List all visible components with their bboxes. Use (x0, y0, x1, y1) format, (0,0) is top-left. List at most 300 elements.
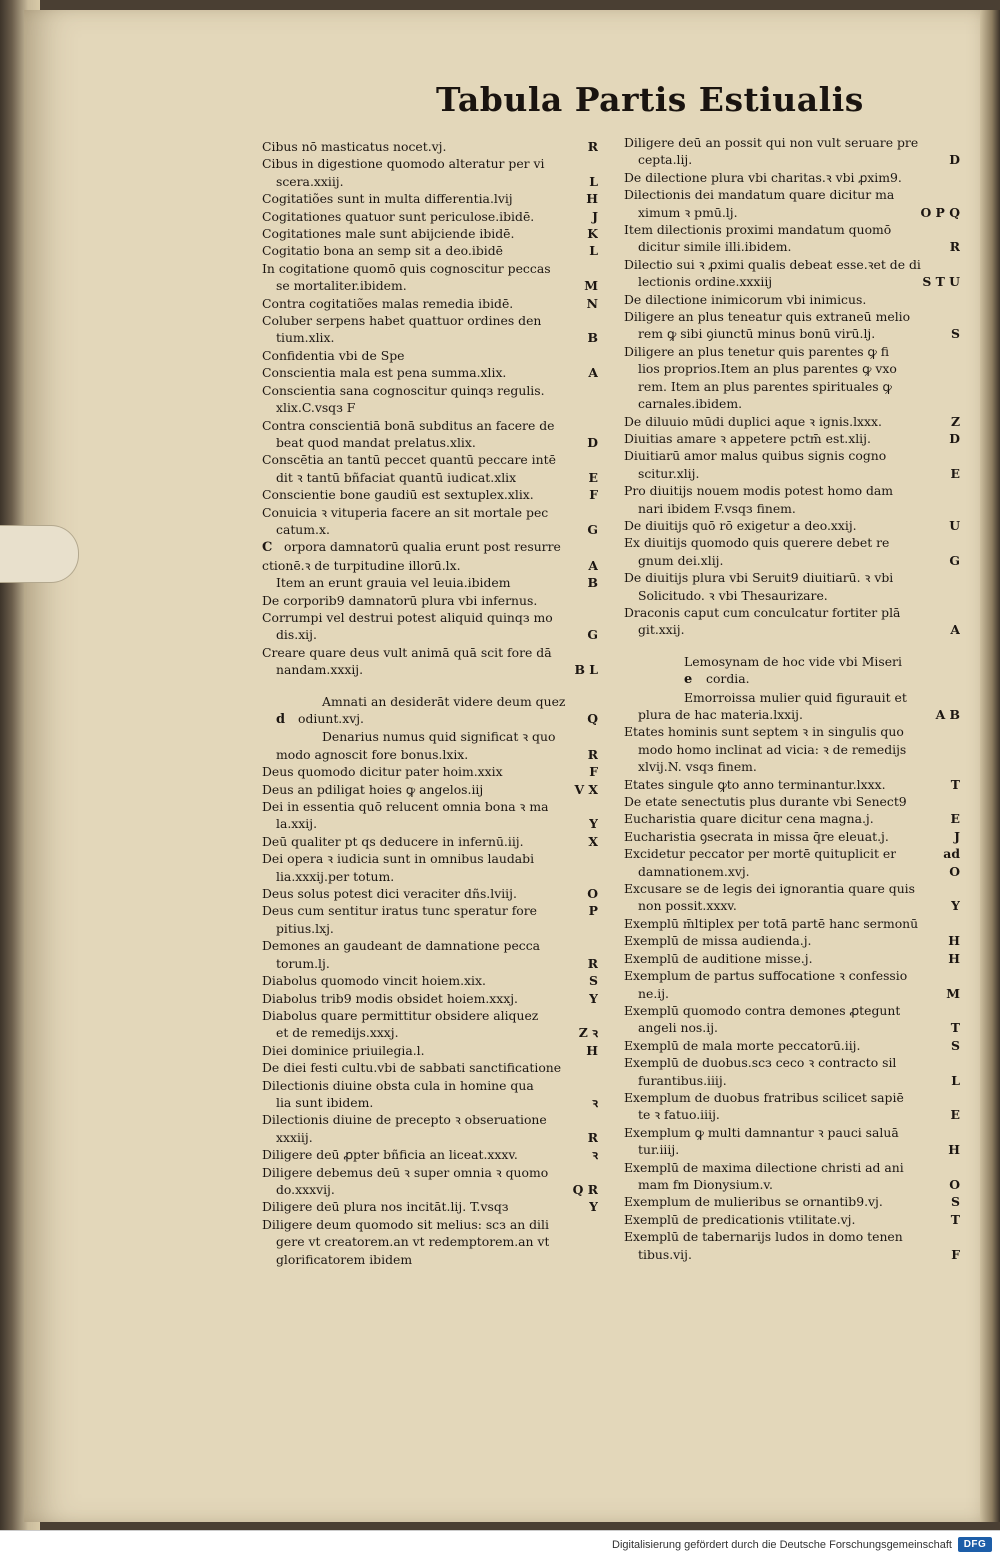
index-entry (624, 793, 960, 810)
dfg-logo: DFG (958, 1537, 992, 1552)
section-letter: J (954, 828, 960, 844)
section-letter (956, 967, 960, 984)
section-letter: S (951, 1194, 960, 1210)
section-letter: H (586, 191, 598, 207)
section-letter: Z (950, 413, 960, 429)
section-letter (956, 793, 960, 810)
section-letter (956, 604, 960, 621)
section-letter (594, 1164, 598, 1181)
section-letter (956, 482, 960, 499)
entry-text: glorificatorem ibidem (276, 1251, 413, 1267)
index-entry (624, 1089, 960, 1106)
index-entry (262, 486, 598, 503)
index-entry (624, 1072, 960, 1089)
index-entry (262, 329, 598, 346)
section-letter: K (587, 226, 598, 242)
section-letter (956, 1159, 960, 1176)
section-letter (956, 670, 960, 688)
section-letter (594, 920, 598, 937)
entry-text: Item dilectionis proximi mandatum quomō (624, 222, 892, 238)
section-letter: H (948, 1142, 960, 1158)
entry-text: ximum ꝛ pmū.lj. (638, 204, 738, 220)
section-letter: E (588, 469, 598, 485)
entry-text: Exemplū de mala morte peccatorū.iij. (624, 1037, 861, 1053)
section-letter: H (948, 950, 960, 966)
section-letter: X (588, 833, 598, 849)
section-letter: Y (589, 990, 598, 1006)
index-entry (262, 661, 598, 678)
index-entry (624, 413, 960, 430)
index-entry (624, 482, 960, 499)
section-letter: U (949, 517, 960, 533)
index-entry (262, 1164, 598, 1181)
index-entry (262, 1216, 598, 1233)
entry-text: In cogitatione quomō quis cognoscitur peccas (262, 260, 551, 276)
index-entry (624, 360, 960, 377)
entry-text: rem ꝙ sibi ꝯiunctū minus bonū virū.lj. (638, 326, 876, 342)
section-letter (594, 155, 598, 172)
section-letter (956, 134, 960, 151)
entry-text: Excusare se de legis dei ignorantia quare quis (624, 881, 915, 897)
section-letter: A (950, 622, 960, 638)
entry-text: carnales.ibidem. (638, 396, 743, 412)
section-letter: J (592, 208, 598, 224)
index-entry (262, 173, 598, 190)
index-entry (262, 763, 598, 780)
entry-text: gere vt creatorem.an vt redemptorem.an vt (276, 1234, 550, 1250)
entry-text: rem. Item an plus parentes spirituales ꝙ (638, 378, 892, 394)
section-letter: A (588, 365, 598, 381)
entry-text: C orpora damnatorū qualia erunt post resurre (262, 539, 561, 556)
page-gutter (980, 10, 1000, 1522)
index-entry (262, 1094, 598, 1111)
section-letter (594, 1111, 598, 1128)
index-entry (262, 1077, 598, 1094)
entry-text: Conuicia ꝛ vituperia facere an sit mortale pec (262, 504, 549, 520)
section-letter (956, 758, 960, 775)
entry-text: Exemplū de maxima dilectione christi ad ani (624, 1159, 904, 1175)
entry-text: Exemplū quomodo contra demones ꝓtegunt (624, 1002, 901, 1018)
index-entry (624, 1054, 960, 1071)
section-letter (956, 741, 960, 758)
section-letter (956, 1054, 960, 1071)
section-letter: S (951, 326, 960, 342)
entry-text: Denarius numus quid significat ꝛ quo (322, 729, 556, 745)
section-letter: ad (943, 846, 960, 862)
entry-text: Diuitiarū amor malus quibus signis cogno (624, 448, 887, 464)
index-entry (262, 155, 598, 172)
index-entry (624, 845, 960, 862)
index-entry (262, 728, 598, 745)
section-letter (594, 693, 598, 710)
section-letter: Y (589, 1199, 598, 1215)
section-letter: V X (574, 781, 598, 797)
index-entry (624, 897, 960, 914)
section-letter (956, 169, 960, 186)
section-letter (956, 308, 960, 325)
entry-text: Conscientia mala est pena summa.xlix. (262, 365, 507, 381)
index-entry (262, 1007, 598, 1024)
entry-text: Diligere debemus deū ꝛ super omnia ꝛ quomo (262, 1164, 549, 1180)
section-letter: F (589, 764, 598, 780)
index-entry (624, 1124, 960, 1141)
index-entry (624, 308, 960, 325)
section-letter: E (950, 1107, 960, 1123)
entry-text: Cogitationes male sunt abijciende ibidē. (262, 226, 515, 242)
index-entry (624, 723, 960, 740)
index-entry (262, 260, 598, 277)
index-entry (624, 569, 960, 586)
index-entry (262, 937, 598, 954)
index-entry (262, 1146, 598, 1163)
entry-text: Lemosynam de hoc vide vbi Miseri (684, 653, 902, 669)
section-letter: T (950, 776, 960, 792)
index-entry (624, 653, 960, 670)
entry-text: Dilectionis diuine obsta cula in homine qua (262, 1077, 534, 1093)
section-letter (956, 1089, 960, 1106)
section-letter: R (587, 746, 598, 762)
initial-letter: d (276, 712, 286, 727)
section-letter: A (588, 557, 598, 573)
entry-text: Deus quomodo dicitur pater hoim.xxix (262, 764, 503, 780)
entry-text: do.xxxvij. (276, 1181, 335, 1197)
section-letter: Y (951, 898, 960, 914)
section-letter: G (587, 521, 598, 537)
section-letter (956, 1228, 960, 1245)
entry-text: git.xxij. (638, 622, 685, 638)
index-entry (624, 810, 960, 827)
section-letter (956, 569, 960, 586)
index-entry (262, 644, 598, 661)
index-entry (624, 741, 960, 758)
section-letter: O (949, 1176, 960, 1192)
index-entry (262, 538, 598, 556)
index-entry (262, 312, 598, 329)
entry-text: et de remedijs.xxxj. (276, 1025, 399, 1041)
section-letter: A B (935, 707, 960, 722)
section-letter (594, 609, 598, 626)
section-letter: G (587, 627, 598, 643)
index-entry (262, 574, 598, 591)
index-entry (624, 221, 960, 238)
entry-text: Cogitatio bona an semp sit a deo.ibidē (262, 243, 503, 259)
section-letter (956, 256, 960, 273)
entry-text: Exemplum de partus suffocatione ꝛ confessio (624, 968, 908, 984)
section-letter: O (949, 863, 960, 879)
page-title: Tabula Partis Estiualis (436, 80, 864, 119)
index-entry (262, 138, 598, 155)
index-entry (262, 364, 598, 381)
entry-text: Eucharistia quare dicitur cena magna.j. (624, 811, 874, 827)
section-letter (956, 689, 960, 706)
section-letter (594, 850, 598, 867)
index-entry (262, 815, 598, 832)
initial-letter: C (262, 540, 273, 556)
entry-text: Conscientie bone gaudiū est sextuplex.xlix. (262, 487, 534, 503)
index-entry (262, 504, 598, 521)
entry-text: damnationem.xvj. (638, 863, 750, 879)
section-letter: P (588, 903, 598, 919)
entry-text: Pro diuitijs nouem modis potest homo dam (624, 483, 894, 499)
index-entry (624, 273, 960, 290)
entry-text: Corrumpi vel destrui potest aliquid quinqз mo (262, 609, 553, 625)
index-entry (262, 225, 598, 242)
entry-text: Diligere an plus tenetur quis parentes ꝙ fi (624, 343, 890, 359)
section-letter (594, 417, 598, 434)
index-entry (624, 447, 960, 464)
section-letter: ꝛ (592, 1094, 598, 1110)
entry-text: la.xxij. (276, 816, 318, 832)
section-letter: L (951, 1072, 960, 1088)
index-entry (262, 277, 598, 294)
index-entry (624, 186, 960, 203)
entry-text: non possit.xxxv. (638, 898, 737, 914)
section-letter: M (946, 985, 960, 1001)
entry-text: Deū qualiter pt qs deducere in infernū.iij. (262, 833, 524, 849)
section-letter (594, 312, 598, 329)
section-letter: Q R (572, 1181, 598, 1197)
entry-text: lia sunt ibidem. (276, 1094, 374, 1110)
section-letter: D (587, 434, 598, 450)
entry-text: Exemplum de mulieribus se ornantib9.vj. (624, 1194, 883, 1210)
section-letter (594, 382, 598, 399)
entry-text: se mortaliter.ibidem. (276, 278, 407, 294)
section-letter (594, 1251, 598, 1268)
section-letter (594, 1216, 598, 1233)
index-entry (624, 378, 960, 395)
section-letter: H (586, 1042, 598, 1058)
index-entry (262, 626, 598, 643)
index-entry (262, 693, 598, 710)
section-letter: R (587, 139, 598, 154)
entry-text: Exemplum ꝙ multi damnantur ꝛ pauci saluā (624, 1124, 899, 1140)
index-entry (262, 781, 598, 798)
section-letter: S T U (922, 274, 960, 290)
entry-text: Dei in essentia quō relucent omnia bona ꝛ ma (262, 799, 549, 815)
entry-text: Exemplū m̄ltiplex per totā partē hanc sermonū (624, 915, 919, 931)
index-entry (624, 828, 960, 845)
entry-text: Diei dominice priuilegia.l. (262, 1042, 425, 1058)
index-entry (624, 932, 960, 949)
index-entry (624, 256, 960, 273)
section-letter: Y (589, 816, 598, 832)
entry-text: lectionis ordine.xxxiij (638, 274, 773, 290)
entry-text: Conscientia sana cognoscitur quinqз regulis. (262, 382, 545, 398)
index-entry (262, 850, 598, 867)
entry-text: Solicitudo. ꝛ vbi Thesaurizare. (638, 587, 828, 603)
section-letter (956, 723, 960, 740)
index-column-right (624, 134, 960, 1263)
entry-text: tur.iiij. (638, 1142, 680, 1158)
entry-text: ctionē.ꝛ de turpitudine illorū.lx. (262, 557, 461, 573)
entry-text: dicitur simile illi.ibidem. (638, 239, 792, 255)
section-letter (594, 260, 598, 277)
index-entry (262, 1198, 598, 1215)
entry-text: dis.xij. (276, 627, 317, 643)
entry-text: Diligere deū ꝓpter bñficia an liceat.xxxv. (262, 1147, 518, 1163)
section-letter (956, 291, 960, 308)
section-letter: R (587, 1129, 598, 1145)
section-letter (956, 360, 960, 377)
section-letter: D (949, 430, 960, 446)
entry-text: Diabolus quomodo vincit hoiem.xix. (262, 973, 486, 989)
entry-text: plura de hac materia.lxxij. (638, 707, 803, 722)
entry-text: te ꝛ fatuo.iiij. (638, 1107, 720, 1123)
index-entry (262, 382, 598, 399)
section-letter: N (586, 295, 598, 311)
index-entry (624, 291, 960, 308)
index-entry (624, 1246, 960, 1263)
section-letter (956, 653, 960, 670)
index-entry (262, 798, 598, 815)
entry-text: catum.x. (276, 521, 330, 537)
section-letter: R (949, 239, 960, 255)
entry-text: torum.lj. (276, 955, 330, 971)
entry-text: De corporib9 damnatorū plura vbi infernus. (262, 592, 538, 608)
entry-text: De diuitijs plura vbi Seruit9 diuitiarū. ꝛ vbi (624, 570, 894, 586)
section-letter: E (950, 465, 960, 481)
entry-text: Diligere deum quomodo sit melius: scз an dili (262, 1216, 549, 1232)
index-entry (624, 1159, 960, 1176)
index-entry (624, 238, 960, 255)
initial-letter: e (684, 672, 693, 688)
entry-text: angeli nos.ij. (638, 1020, 718, 1036)
footer-bar (0, 1530, 1000, 1558)
index-entry (624, 985, 960, 1002)
index-entry (262, 451, 598, 468)
entry-text: De dilectione plura vbi charitas.ꝛ vbi ꝓxim9. (624, 169, 902, 185)
index-entry (624, 587, 960, 604)
index-entry (262, 557, 598, 574)
section-letter (594, 868, 598, 885)
index-entry (624, 1019, 960, 1036)
entry-text: nari ibidem F.vsqз finem. (638, 500, 796, 516)
entry-text: scera.xxiij. (276, 173, 344, 189)
section-letter: E (950, 811, 960, 827)
entry-text: Diabolus quare permittitur obsidere aliquez (262, 1007, 539, 1023)
section-letter (956, 534, 960, 551)
section-letter (594, 347, 598, 364)
entry-text: mam fm Dionysium.v. (638, 1176, 773, 1192)
entry-text: Exemplū de duobus.scз ceco ꝛ contracto sil (624, 1055, 897, 1071)
entry-text: tium.xlix. (276, 330, 335, 346)
entry-text: De dilectione inimicorum vbi inimicus. (624, 291, 867, 307)
index-entry (624, 151, 960, 168)
section-letter (956, 447, 960, 464)
entry-text: Diabolus trib9 modis obsidet hoiem.xxxj. (262, 990, 518, 1006)
entry-text: Cibus nō masticatus nocet.vj. (262, 139, 447, 154)
section-letter: D (949, 152, 960, 168)
entry-text: Item an erunt grauia vel leuia.ibidem (276, 575, 511, 591)
index-entry (624, 343, 960, 360)
entry-text: Amnati an desiderāt videre deum quez (322, 693, 566, 709)
section-letter: O P Q (920, 204, 960, 220)
page-clip (0, 525, 79, 583)
index-entry (624, 534, 960, 551)
section-letter (594, 1233, 598, 1250)
entry-text: Diuitias amare ꝛ appetere pctm̄ est.xlij. (624, 430, 871, 446)
index-entry (624, 1106, 960, 1123)
index-entry (262, 609, 598, 626)
entry-text: Etates singule ꝙto anno terminantur.lxxx. (624, 776, 886, 792)
entry-text: Contra conscientiā bonā subditus an facere de (262, 417, 555, 433)
section-letter (594, 728, 598, 745)
index-entry (262, 920, 598, 937)
section-letter: B (587, 575, 598, 591)
section-letter (594, 1077, 598, 1094)
index-entry (624, 915, 960, 932)
entry-text: cepta.lij. (638, 152, 693, 168)
entry-text: Exemplū de auditione misse.j. (624, 950, 813, 966)
section-letter (594, 592, 598, 609)
index-entry (262, 1233, 598, 1250)
section-letter (956, 395, 960, 412)
entry-text: pitius.lxj. (276, 920, 334, 936)
section-letter: B L (574, 662, 598, 678)
entry-text: xlix.C.vsqз F (276, 400, 356, 416)
entry-text: Contra cogitatiões malas remedia ibidē. (262, 295, 514, 311)
section-letter (956, 1124, 960, 1141)
index-entry (624, 500, 960, 517)
index-entry (262, 1042, 598, 1059)
index-entry (624, 430, 960, 447)
section-letter (594, 538, 598, 556)
section-letter (594, 937, 598, 954)
entry-text: Deus cum sentitur iratus tunc speratur fore (262, 903, 537, 919)
index-entry (624, 604, 960, 621)
section-letter: B (587, 330, 598, 346)
index-entry (262, 242, 598, 259)
section-letter (594, 644, 598, 661)
entry-text: Diligere deū an possit qui non vult seruare pre (624, 135, 919, 150)
entry-text: nandam.xxxij. (276, 662, 364, 678)
index-entry (262, 955, 598, 972)
section-letter (594, 399, 598, 416)
entry-text: scitur.xlij. (638, 465, 700, 481)
index-entry (262, 295, 598, 312)
index-entry (624, 1002, 960, 1019)
index-entry (624, 621, 960, 638)
section-letter (956, 587, 960, 604)
section-letter (956, 880, 960, 897)
section-letter (594, 1059, 598, 1076)
entry-text: Dilectionis diuine de precepto ꝛ obseruatione (262, 1112, 547, 1128)
entry-text: Cogitationes quatuor sunt periculose.ibidē. (262, 208, 535, 224)
index-entry (262, 868, 598, 885)
index-entry (262, 972, 598, 989)
entry-text: Cibus in digestione quomodo alteratur per vi (262, 156, 545, 172)
entry-text: xlvij.N. vsqз finem. (638, 759, 757, 775)
index-entry (262, 592, 598, 609)
entry-text: Dilectio sui ꝛ ꝓximi qualis debeat esse.ꝛet de di (624, 256, 921, 272)
section-letter: S (589, 973, 598, 989)
index-entry (624, 967, 960, 984)
index-entry (624, 689, 960, 706)
section-letter (594, 451, 598, 468)
entry-text: Eucharistia ꝯsecrata in missa q̄re eleuat.j. (624, 828, 889, 844)
section-letter: F (589, 487, 598, 503)
section-letter: F (951, 1246, 960, 1262)
section-letter (594, 798, 598, 815)
entry-text: Exemplū de predicationis vtilitate.vj. (624, 1211, 856, 1227)
section-letter: M (584, 278, 598, 294)
section-letter: T (950, 1020, 960, 1036)
index-entry (262, 990, 598, 1007)
entry-text: beat quod mandat prelatus.xlix. (276, 434, 476, 450)
index-entry (624, 1211, 960, 1228)
index-entry (624, 1176, 960, 1193)
section-letter: H (948, 933, 960, 949)
